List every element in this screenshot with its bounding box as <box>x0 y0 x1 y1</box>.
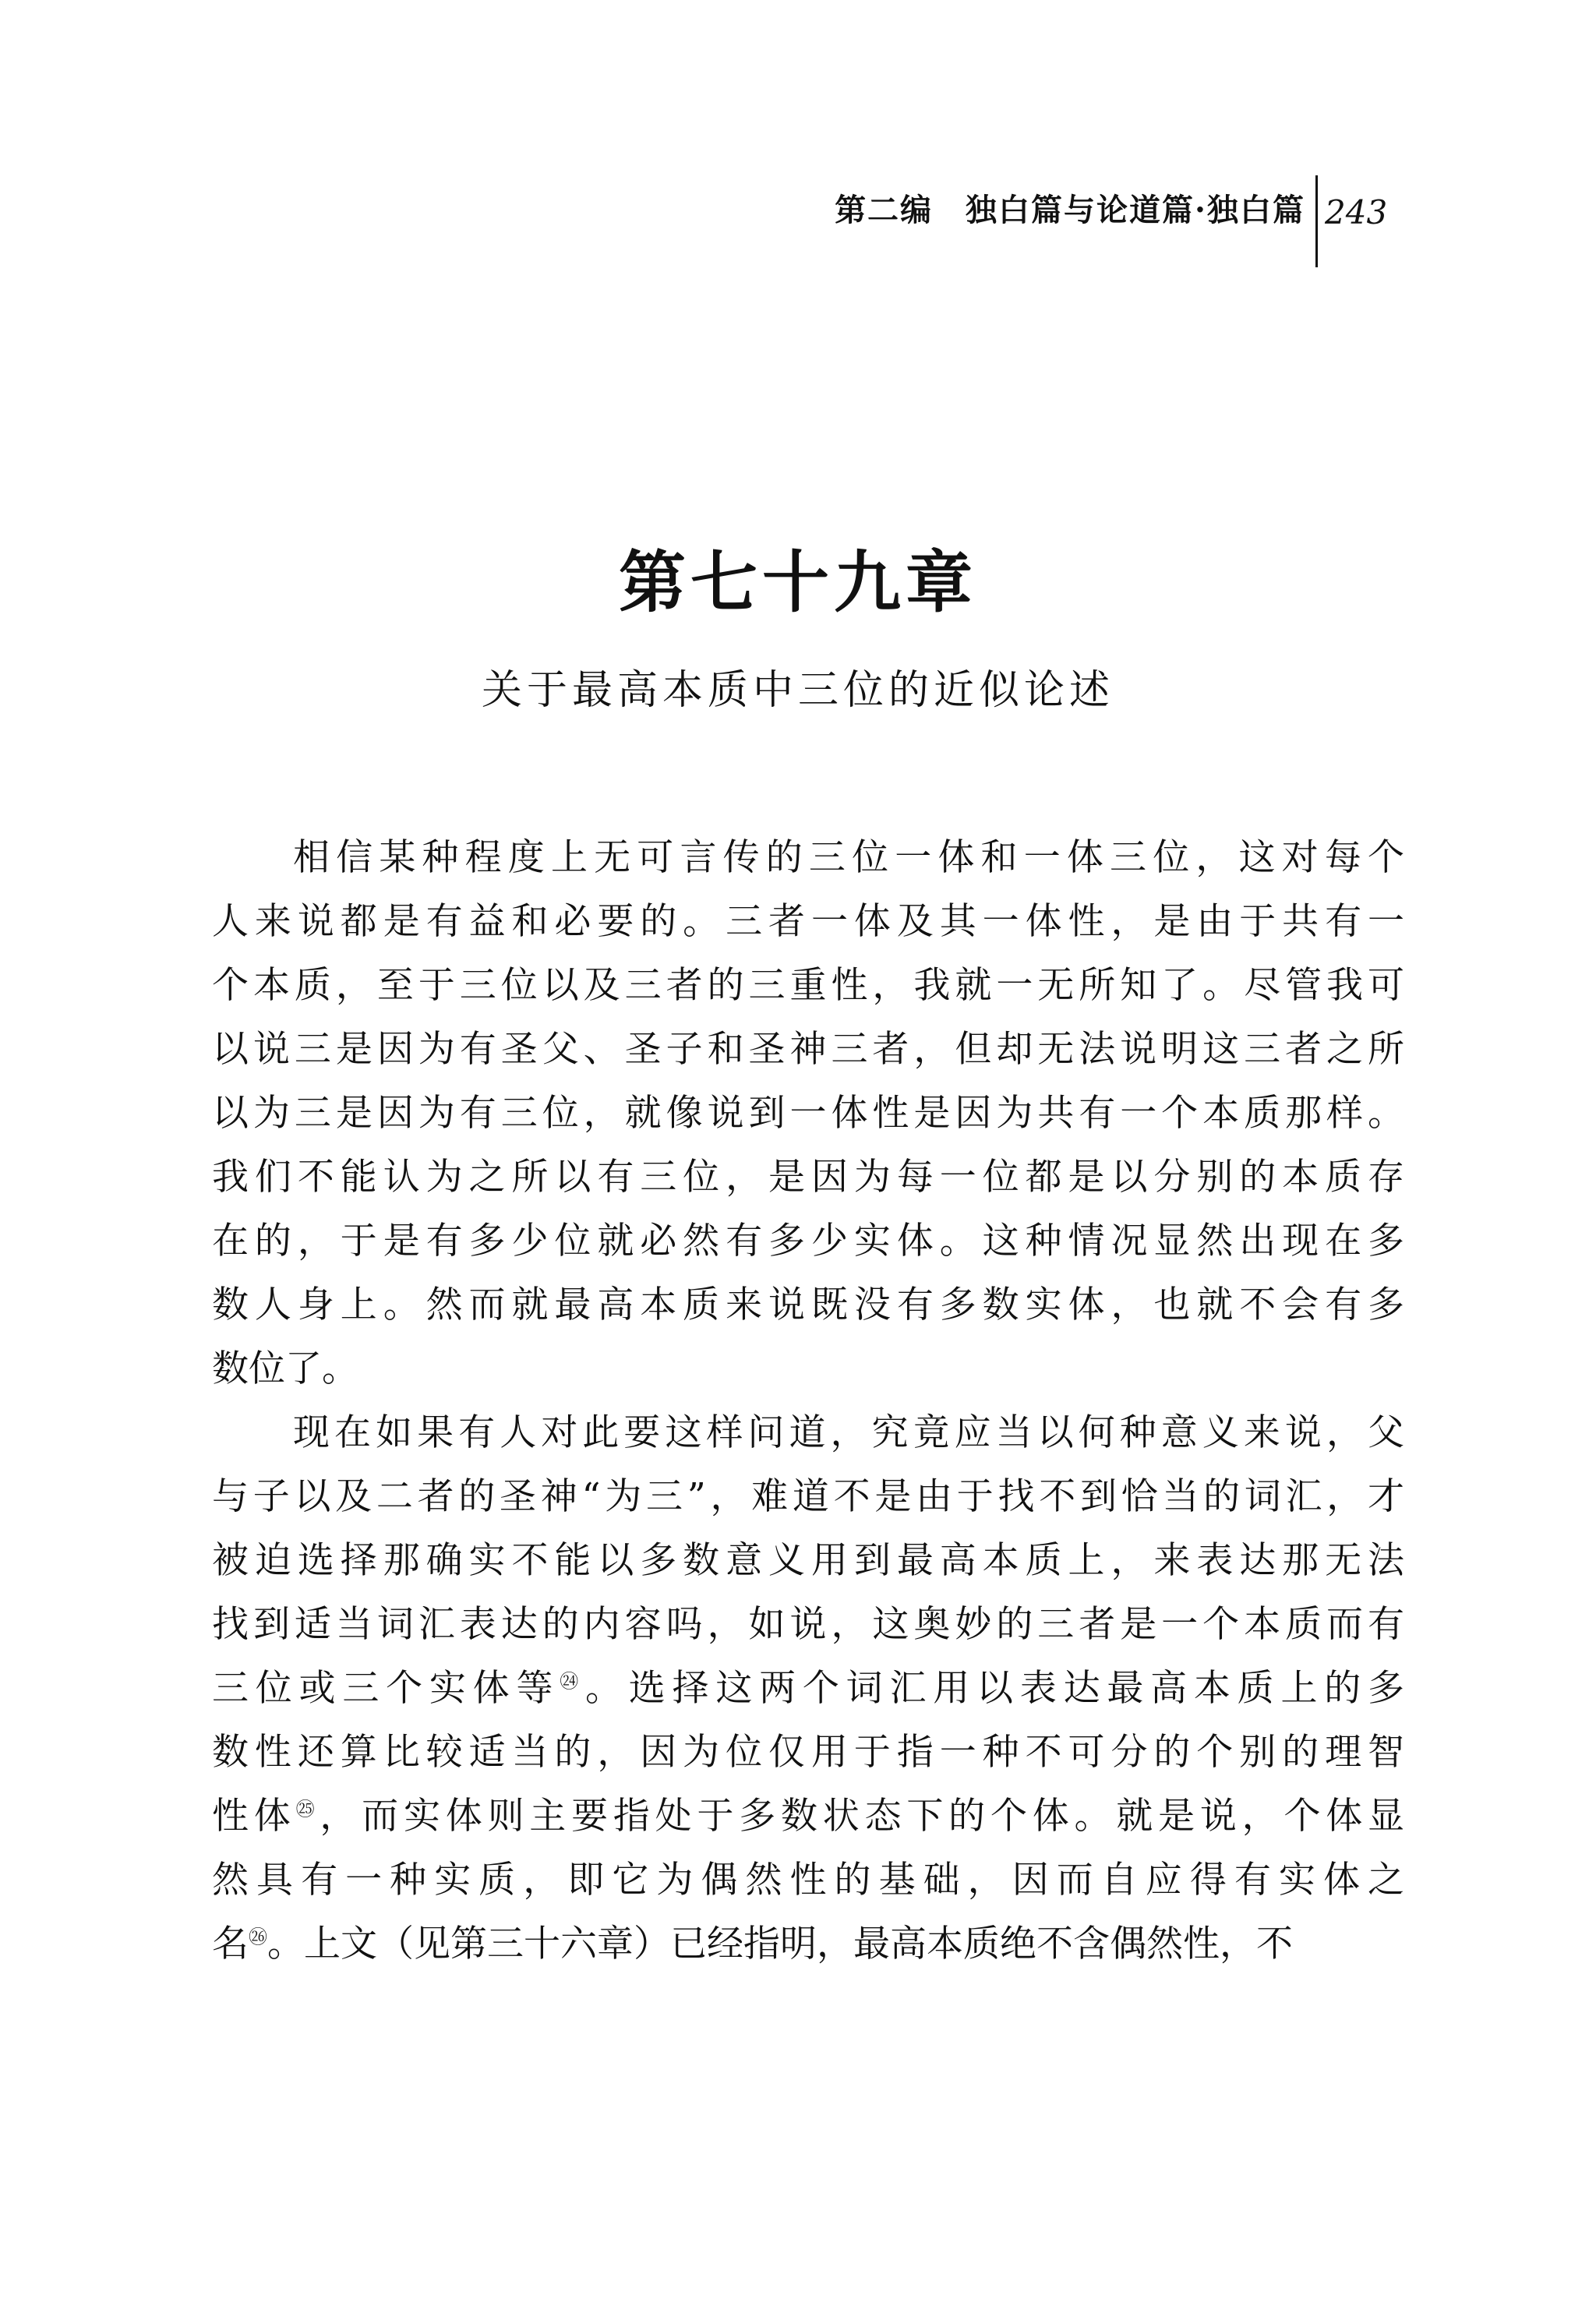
paragraph <box>212 1401 1404 1976</box>
text-line: 然具有一种实质，即它为偶然性的基础，因而自应得有实体之 <box>212 1859 1404 1902</box>
running-header: 第二编 独白篇与论道篇·独白篇 <box>835 192 1305 228</box>
paragraph <box>212 826 1404 1401</box>
body-text <box>212 826 1404 1976</box>
text-line: 数性还算比较适当的，因为位仅用于指一种不可分的个别的理智 <box>212 1731 1404 1774</box>
footnote-marker: ㉔ <box>560 1670 586 1693</box>
line-text: 性体 <box>212 1795 296 1838</box>
line-text: ，而实体则主要指处于多数状态下的个体。就是说，个体显 <box>320 1795 1405 1838</box>
line-text: 名 <box>212 1923 249 1965</box>
text-line: 在的，于是有多少位就必然有多少实体。这种情况显然出现在多 <box>212 1220 1404 1262</box>
text-line: 被迫选择那确实不能以多数意义用到最高本质上，来表达那无法 <box>212 1539 1404 1582</box>
footnote-marker: ㉖ <box>249 1926 267 1948</box>
header-divider <box>1315 175 1318 267</box>
chapter-subtitle: 关于最高本质中三位的近似论述 <box>481 667 1114 714</box>
text-line: 以说三是因为有圣父、圣子和圣神三者，但却无法说明这三者之所 <box>212 1028 1404 1071</box>
text-line: 相信某种程度上无可言传的三位一体和一体三位，这对每个 <box>293 836 1404 879</box>
line-text: 。选择这两个词汇用以表达最高本质上的多 <box>585 1667 1405 1710</box>
page-number: 243 <box>1325 193 1388 231</box>
text-line: 以为三是因为有三位，就像说到一体性是因为共有一个本质那样。 <box>212 1092 1404 1135</box>
text-line: 个本质，至于三位以及三者的三重性，我就一无所知了。尽管我可 <box>212 964 1404 1007</box>
text-line <box>212 1785 1404 1849</box>
footnote-marker: ㉕ <box>295 1798 320 1820</box>
chapter-title: 第七十九章 <box>619 543 977 622</box>
text-line: 我们不能认为之所以有三位，是因为每一位都是以分别的本质存 <box>212 1156 1404 1199</box>
line-text: 。上文（见第三十六章）已经指明，最高本质绝不含偶然性，不 <box>267 1923 1293 1965</box>
text-line: 找到适当词汇表达的内容吗，如说，这奥妙的三者是一个本质而有 <box>212 1603 1404 1646</box>
text-line: 数人身上。然而就最高本质来说既没有多数实体，也就不会有多 <box>212 1284 1404 1326</box>
text-line: 与子以及二者的圣神“为三”，难道不是由于找不到恰当的词汇，才 <box>212 1475 1404 1518</box>
text-line: 人来说都是有益和必要的。三者一体及其一体性，是由于共有一 <box>212 900 1404 943</box>
line-text: 三位或三个实体等 <box>212 1667 560 1710</box>
text-line: 现在如果有人对此要这样问道，究竟应当以何种意义来说，父 <box>293 1411 1404 1454</box>
text-line: 数位了。 <box>212 1347 358 1390</box>
text-line <box>212 1657 1404 1721</box>
text-line <box>212 1912 1404 1976</box>
